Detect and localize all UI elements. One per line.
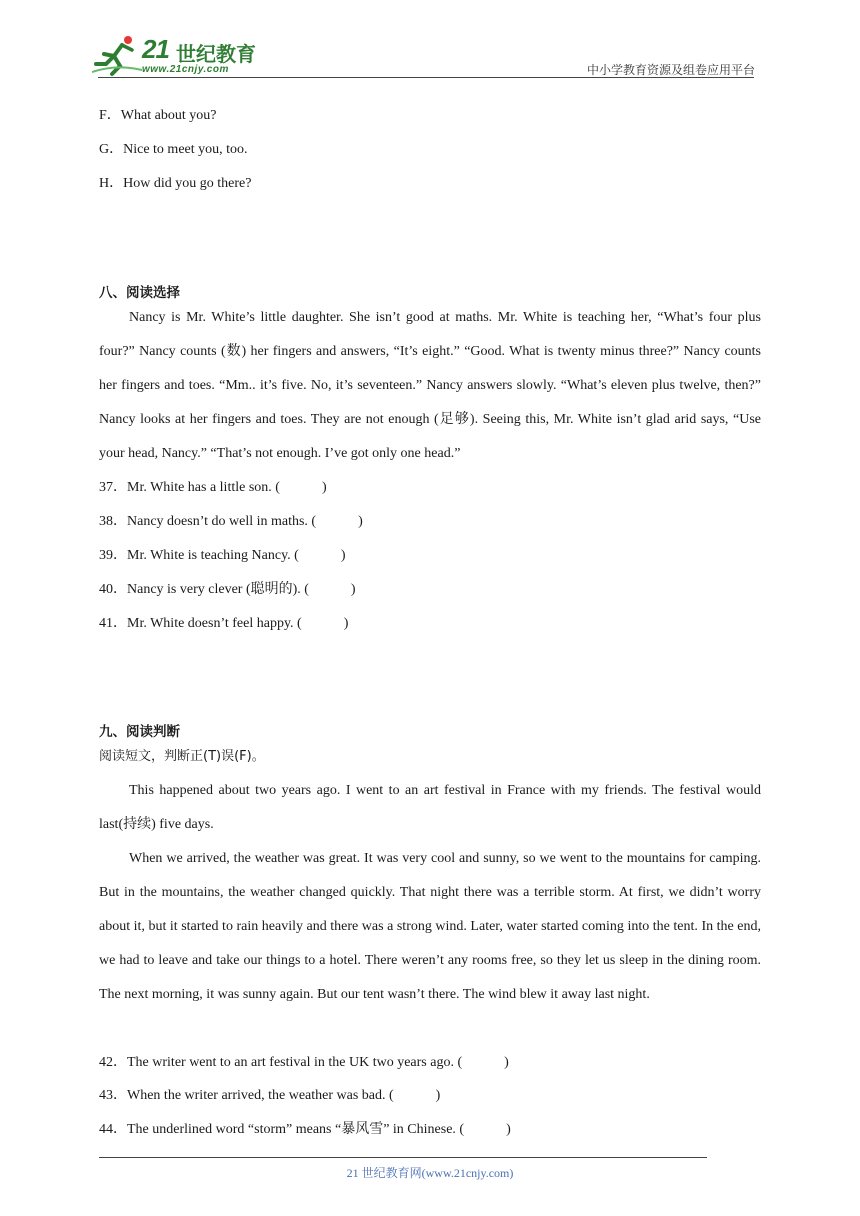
footer-divider	[99, 1157, 707, 1158]
section-9-instruction: 阅读短文，判断正(T)误(F)。	[99, 749, 265, 764]
question-37: 37．Mr. White has a little son. ( )	[99, 480, 327, 495]
section-8-title: 八、阅读选择	[99, 285, 180, 301]
option-h: H．How did you go there?	[99, 176, 252, 191]
question-44: 44．The underlined word “storm” means “暴风雪” in Chinese. ( )	[99, 1122, 511, 1137]
option-f: F．What about you?	[99, 108, 217, 123]
option-g: G．Nice to meet you, too.	[99, 142, 248, 157]
section-9-paragraph-1-text: This happened about two years ago. I went to an art festival in France with my friends. The festival would last(持续) five days.	[99, 783, 761, 832]
question-41: 41．Mr. White doesn’t feel happy. ( )	[99, 616, 349, 631]
header-divider	[98, 77, 754, 78]
logo-number: 21	[142, 34, 169, 64]
runner-logo-icon	[92, 34, 142, 78]
site-logo[interactable]	[92, 34, 262, 78]
logo-text: 世纪教育	[176, 42, 256, 66]
platform-name: 中小学教育资源及组卷应用平台	[586, 63, 755, 77]
section-9-paragraph-2-text: When we arrived, the weather was great. It was very cool and sunny, so we went to the mountains for camping. But in the mountains, the weather changed quickly. That night there was a terrible storm. At first, we didn’t worry about it, but it started to rain heavily and there was a strong wind. Later, water started coming into the tent. In the end, we had to leave and take our things to a hotel. There weren’t any rooms free, so they let us sleep in the dining room. The next morning, it was sunny again. But our tent wasn’t there. The wind blew it away last night.	[99, 851, 761, 1002]
question-42: 42．The writer went to an art festival in the UK two years ago. ( )	[99, 1055, 509, 1070]
page-header	[0, 0, 860, 80]
section-9-paragraph-1	[99, 774, 761, 842]
question-43: 43．When the writer arrived, the weather was bad. ( )	[99, 1088, 441, 1103]
logo-url: www.21cnjy.com	[142, 64, 229, 75]
section-8-passage	[99, 301, 761, 471]
question-39: 39．Mr. White is teaching Nancy. ( )	[99, 548, 346, 563]
section-9-paragraph-2	[99, 842, 761, 1012]
question-40: 40．Nancy is very clever (聪明的). ( )	[99, 582, 356, 597]
section-9-title: 九、阅读判断	[99, 724, 180, 740]
question-38: 38．Nancy doesn’t do well in maths. ( )	[99, 514, 363, 529]
footer-link[interactable]: 21 世纪教育网(www.21cnjy.com)	[346, 1166, 514, 1180]
section-8-passage-text: Nancy is Mr. White’s little daughter. She isn’t good at maths. Mr. White is teaching her, “What’s four plus four?” Nancy counts (数) her fingers and answers, “It’s eight.” “Good. What is twenty minus three?” Nancy counts her fingers and toes. “Mm.. it’s five. No, it’s seventeen.” Nancy answers slowly. “What’s eleven plus twelve, then?” Nancy looks at her fingers and toes. They are not enough (足够). Seeing this, Mr. White isn’t glad arid says, “Use your head, Nancy.” “That’s not enough. I’ve got only one head.”	[99, 310, 761, 461]
